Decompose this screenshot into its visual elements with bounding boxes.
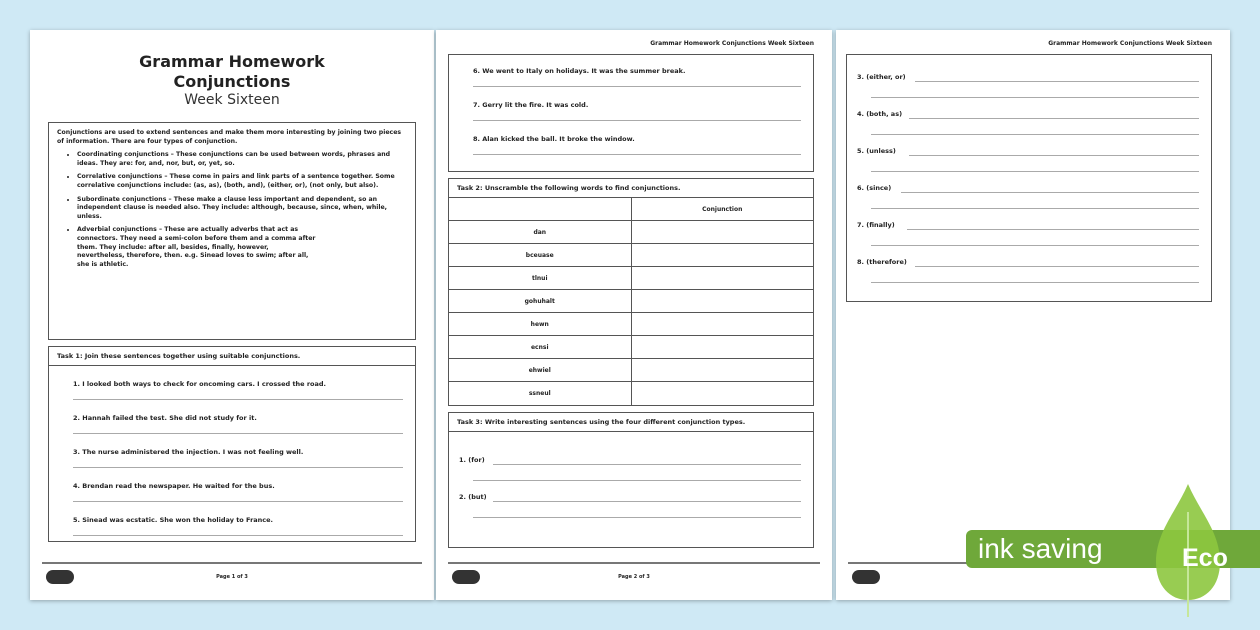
column-header: Conjunction	[631, 198, 813, 221]
page-footer	[448, 562, 820, 586]
badge-text: ink saving	[978, 533, 1103, 564]
question-6[interactable]	[449, 59, 813, 93]
question-5[interactable]	[49, 508, 415, 542]
bullet-coordinating: • Coordinating conjunctions – These conjunctions can be used between words, phrases and ideas. They are: for, and, nor, but, or, yet, so.	[77, 151, 407, 168]
prompt-2[interactable]	[449, 483, 813, 520]
task2-heading: Task 2: Unscramble the following words to find conjunctions.	[457, 184, 681, 192]
scrambled-word: gohuhalt	[449, 290, 631, 313]
worksheet-week: Week Sixteen	[184, 92, 280, 108]
scrambled-word: ehwiel	[449, 359, 631, 382]
prompt-3[interactable]	[847, 63, 1211, 100]
page-footer	[42, 562, 422, 586]
scrambled-word: bceuase	[449, 244, 631, 267]
prompt-label: 7. (finally)	[857, 221, 895, 229]
prompt-6[interactable]	[847, 174, 1211, 211]
task2-box	[448, 178, 814, 406]
logo-icon	[852, 570, 880, 584]
question-1[interactable]	[49, 372, 415, 406]
question-text: 2. Hannah failed the test. She did not study for it.	[73, 414, 257, 422]
answer-cell[interactable]	[631, 244, 813, 267]
question-text: 3. The nurse administered the injection. I was not feeling well.	[73, 448, 304, 456]
question-8[interactable]	[449, 127, 813, 161]
answer-cell[interactable]	[631, 290, 813, 313]
answer-cell[interactable]	[631, 313, 813, 336]
task1-continued-box	[448, 54, 814, 172]
scrambled-word: hewn	[449, 313, 631, 336]
task1-heading: Task 1: Join these sentences together using suitable conjunctions.	[49, 347, 415, 366]
unscramble-table	[449, 197, 813, 405]
prompt-label: 4. (both, as)	[857, 110, 903, 118]
question-text: 4. Brendan read the newspaper. He waited for the bus.	[73, 482, 275, 490]
task3-heading: Task 3: Write interesting sentences using the four different conjunction types.	[449, 413, 813, 432]
scrambled-word: ssneul	[449, 382, 631, 405]
scrambled-word: tlnui	[449, 267, 631, 290]
prompt-8[interactable]	[847, 248, 1211, 285]
bullet-correlative: • Correlative conjunctions – These come in pairs and link parts of a sentence together. Some correlative conjunctions include: (as, as), (both, and), (either, or), (not only, but also).	[77, 173, 407, 190]
page-number: Page 1 of 3	[216, 574, 248, 580]
prompt-label: 3. (either, or)	[857, 73, 906, 81]
intro-box	[48, 122, 416, 340]
answer-cell[interactable]	[631, 221, 813, 244]
answer-cell[interactable]	[631, 359, 813, 382]
task3-box	[448, 412, 814, 548]
prompt-label: 1. (for)	[459, 456, 485, 464]
answer-cell[interactable]	[631, 267, 813, 290]
scrambled-word: dan	[449, 221, 631, 244]
prompt-label: 6. (since)	[857, 184, 892, 192]
worksheet-page-2	[436, 30, 832, 600]
page-number: Page 2 of 3	[618, 574, 650, 580]
question-text: 1. I looked both ways to check for oncoming cars. I crossed the road.	[73, 380, 327, 388]
question-text: 7. Gerry lit the fire. It was cold.	[473, 101, 589, 109]
worksheet-topic: Conjunctions	[173, 72, 291, 91]
bullet-adverbial: • Adverbial conjunctions – These are actually adverbs that act as connectors. They need a semi-colon before them and a comma after them. They include: after all, besides, finally, however, nevertheless, therefore, then. e.g. Sinead loves to swim; after all, she is athletic.	[77, 226, 317, 269]
question-3[interactable]	[49, 440, 415, 474]
question-4[interactable]	[49, 474, 415, 508]
prompt-1[interactable]	[449, 446, 813, 483]
prompt-label: 8. (therefore)	[857, 258, 907, 266]
question-text: 5. Sinead was ecstatic. She won the holiday to France.	[73, 516, 274, 524]
task1-box	[48, 346, 416, 542]
prompt-label: 2. (but)	[459, 493, 487, 501]
question-2[interactable]	[49, 406, 415, 440]
page-header: Grammar Homework Conjunctions Week Sixteen	[650, 40, 814, 47]
answer-cell[interactable]	[631, 336, 813, 359]
answer-cell[interactable]	[631, 382, 813, 405]
intro-text: Conjunctions are used to extend sentences and make them more interesting by joining two pieces of information. There are four types of conjunction.	[57, 129, 402, 145]
prompt-7[interactable]	[847, 211, 1211, 248]
scrambled-word: ecnsi	[449, 336, 631, 359]
question-text: 8. Alan kicked the ball. It broke the window.	[473, 135, 635, 143]
question-text: 6. We went to Italy on holidays. It was the summer break.	[473, 67, 686, 75]
task3-continued-box	[846, 54, 1212, 302]
prompt-label: 5. (unless)	[857, 147, 896, 155]
worksheet-page-1	[30, 30, 434, 600]
page-header: Grammar Homework Conjunctions Week Sixteen	[1048, 40, 1212, 47]
bullet-subordinate: • Subordinate conjunctions – These make a clause less important and dependent, so an independent clause is needed also. They include: although, because, since, when, while, unless.	[77, 196, 407, 222]
prompt-5[interactable]	[847, 137, 1211, 174]
worksheet-title: Grammar Homework	[139, 52, 325, 71]
question-7[interactable]	[449, 93, 813, 127]
prompt-4[interactable]	[847, 100, 1211, 137]
eco-label: Eco	[1182, 544, 1228, 572]
